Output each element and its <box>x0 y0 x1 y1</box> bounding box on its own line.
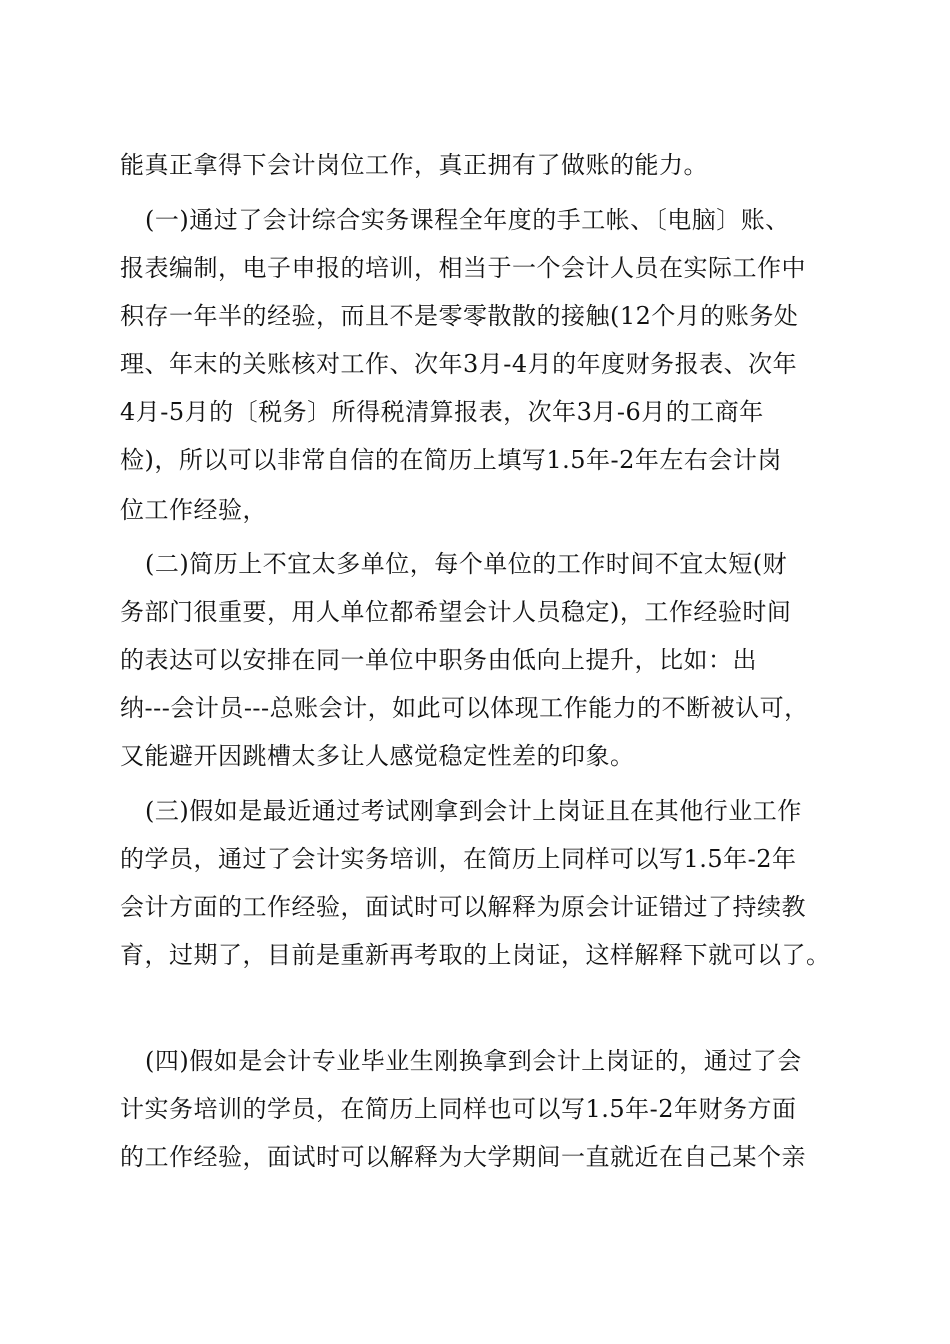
text-line-16: 会计方面的工作经验，面试时可以解释为原会计证错过了持续教 <box>120 893 806 921</box>
text-line-20: 的工作经验，面试时可以解释为大学期间一直就近在自己某个亲 <box>120 1143 806 1171</box>
text-line-6: 4月-5月的〔税务〕所得税清算报表，次年3月-6月的工商年 <box>120 398 764 426</box>
text-line-5: 理、年末的关账核对工作、次年3月-4月的年度财务报表、次年 <box>120 350 798 378</box>
text-line-9: (二)简历上不宜太多单位，每个单位的工作时间不宜太短(财 <box>145 550 788 578</box>
text-line-2: (一)通过了会计综合实务课程全年度的手工帐、〔电脑〕账、 <box>145 206 790 234</box>
text-line-13: 又能避开因跳槽太多让人感觉稳定性差的印象。 <box>120 742 635 770</box>
text-line-3: 报表编制，电子申报的培训，相当于一个会计人员在实际工作中 <box>120 254 806 282</box>
text-line-18: (四)假如是会计专业毕业生刚换拿到会计上岗证的，通过了会 <box>145 1047 802 1075</box>
text-line-19: 计实务培训的学员，在简历上同样也可以写1.5年-2年财务方面 <box>120 1095 797 1123</box>
text-line-15: 的学员，通过了会计实务培训，在简历上同样可以写1.5年-2年 <box>120 845 797 873</box>
text-line-10: 务部门很重要，用人单位都希望会计人员稳定)，工作经验时间 <box>120 598 792 626</box>
text-line-14: (三)假如是最近通过考试刚拿到会计上岗证且在其他行业工作 <box>145 797 802 825</box>
text-line-17: 育，过期了，目前是重新再考取的上岗证，这样解释下就可以了。 <box>120 941 831 969</box>
text-line-4: 积存一年半的经验，而且不是零零散散的接触(12个月的账务处 <box>120 302 799 330</box>
text-line-11: 的表达可以安排在同一单位中职务由低向上提升，比如：出 <box>120 646 757 674</box>
text-line-7: 检)，所以可以非常自信的在简历上填写1.5年-2年左右会计岗 <box>120 446 782 474</box>
text-line-8: 位工作经验， <box>120 496 267 524</box>
text-line-12: 纳---会计员---总账会计，如此可以体现工作能力的不断被认可， <box>120 694 809 722</box>
text-line-1: 能真正拿得下会计岗位工作，真正拥有了做账的能力。 <box>120 151 708 179</box>
